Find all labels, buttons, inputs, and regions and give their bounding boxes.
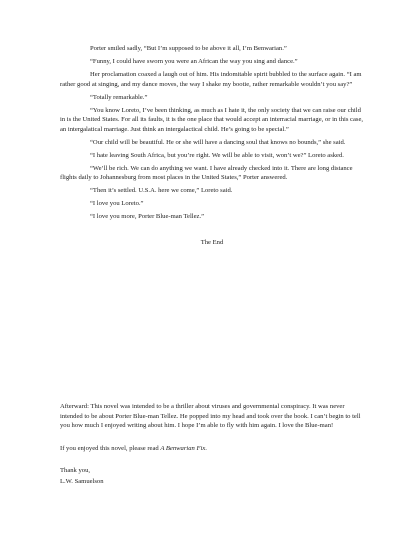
- paragraph: “You know Loreto, I’ve been thinking, as much as I hate it, the only society that we can raise our child in is the United States. For all its faults, it is the one place that would accept an interracial marriage, or in this case, an intergalatical marriage. Just think an intergalactical child. He’s going to be special.”: [60, 106, 364, 133]
- paragraph: “I love you more, Porter Blue-man Tellez.”: [90, 213, 205, 221]
- paragraph: “We’ll be rich. We can do anything we want. I have already checked into it. There are long distance flights daily to Johannesburg from most places in the United States,” Porter answered.: [60, 164, 353, 182]
- paragraph: “Then it’s settled. U.S.A. here we come,” Loreto said.: [90, 187, 233, 195]
- afterword-section: [60, 402, 364, 487]
- paragraph: “Totally remarkable.”: [90, 93, 148, 101]
- paragraph: Porter smiled sadly, “But I’m supposed to be above it all, I’m Benwarian.”: [90, 45, 287, 52]
- thanks-line: Thank you,: [60, 467, 91, 475]
- author-signature: L.W. Samuelson: [60, 477, 104, 485]
- paragraph: “Our child will be beautiful. He or she will have a dancing soul that knows no bounds,” she said.: [90, 138, 346, 146]
- recommendation-line: [60, 444, 364, 454]
- the-end-heading: The End: [200, 238, 224, 246]
- book-title: A Benwarian Fix: [160, 444, 206, 452]
- afterword-paragraph: Afterward: This novel was intended to be a thriller about viruses and governmental conspiracy. It was never intended to be about Porter Blue-man Tellez. He popped into my head and took over the book. I can’t begin to tell you how much I enjoyed writing about him. I hope I’m able to fly with him again. I love the Blue-man!: [60, 403, 361, 430]
- story-text: [60, 44, 364, 247]
- recommendation-suffix: .: [205, 444, 207, 452]
- paragraph: “Funny, I could have sworn you were an African the way you sing and dance.”: [90, 57, 298, 65]
- paragraph: “I hate leaving South Africa, but you’re right. We will be able to visit, won’t we?” Loreto asked.: [90, 151, 344, 159]
- paragraph: Her proclamation coaxed a laugh out of him. His indomitable spirit bubbled to the surface again. “I am rather good at singing, and my dance moves, the way I shake my bootie, rather remarkable wouldn’t you say?”: [60, 70, 362, 88]
- paragraph: “I love you Loreto.”: [90, 200, 144, 208]
- recommendation-prefix: If you enjoyed this novel, please read: [60, 444, 161, 452]
